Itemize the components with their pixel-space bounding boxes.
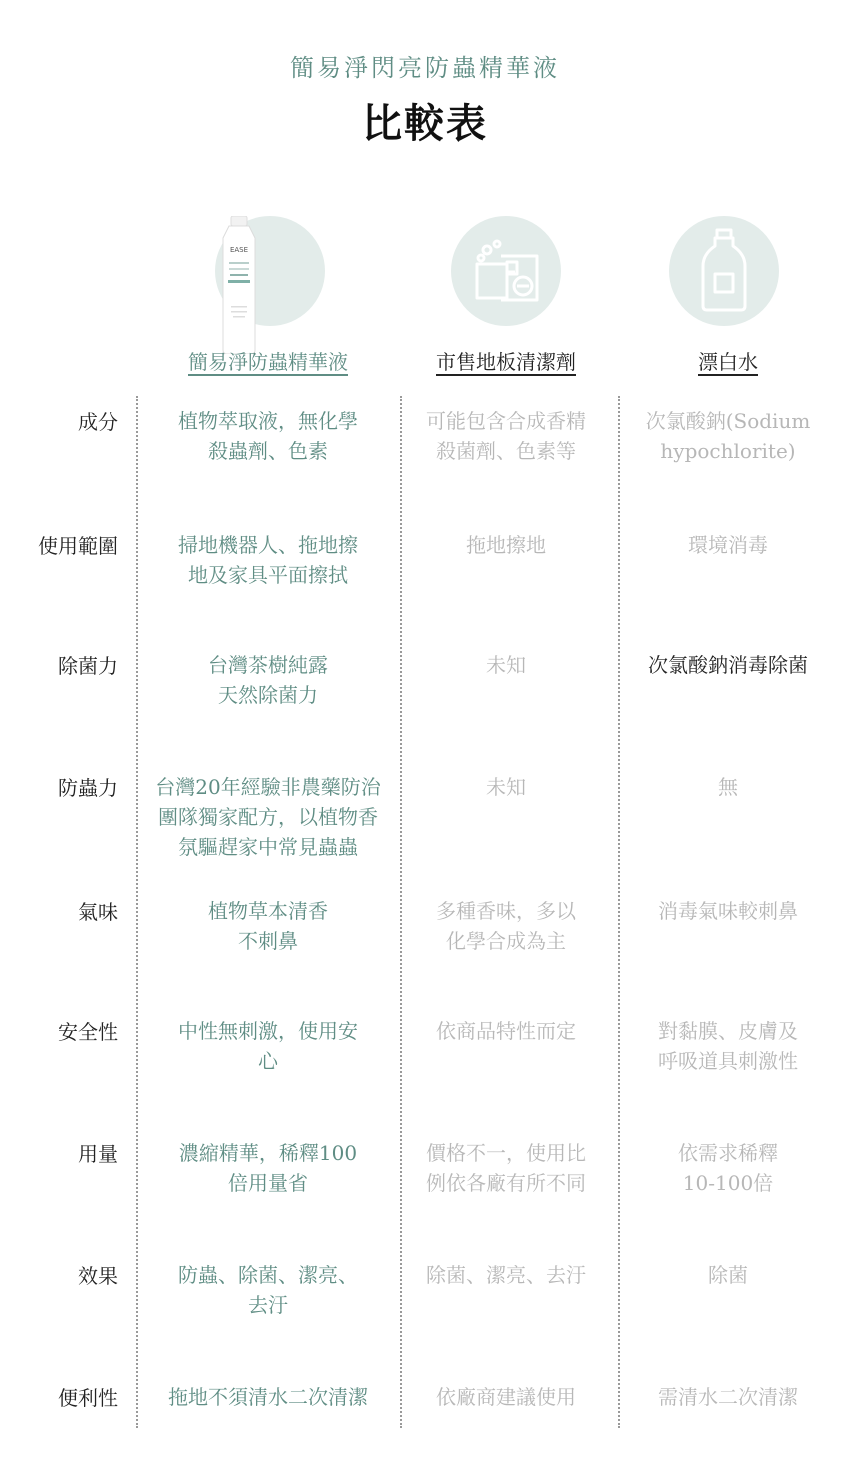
column-name-product: 簡易淨防蟲精華液 [188, 350, 348, 374]
cell-product: 拖地不須清水二次清潔 [168, 1385, 368, 1409]
cell-product: 台灣20年經驗非農藥防治 團隊獨家配方，以植物香 氛驅趕家中常見蟲蟲 [155, 775, 381, 859]
cell-product: 中性無刺激，使用安 心 [178, 1019, 358, 1073]
product-bottle-icon [215, 216, 263, 354]
cell-product: 台灣茶樹純露 天然除菌力 [208, 653, 328, 707]
cell-detergent: 多種香味，多以 化學合成為主 [436, 899, 576, 953]
cell-bleach: 除菌 [708, 1263, 748, 1287]
detergent-icon [451, 216, 561, 326]
column-header-detergent [396, 180, 616, 326]
cell-bleach: 次氯酸鈉消毒除菌 [648, 653, 808, 677]
column-header-bleach [614, 180, 834, 326]
product-circle [215, 216, 325, 326]
cell-product: 濃縮精華，稀釋100 倍用量省 [178, 1141, 358, 1195]
page-title: 比較表 [362, 100, 488, 147]
cell-detergent: 未知 [486, 653, 526, 677]
row-label: 用量 [78, 1142, 118, 1166]
row-label: 防蟲力 [58, 776, 118, 800]
cell-detergent: 價格不一，使用比 例依各廠有所不同 [426, 1141, 586, 1195]
cell-bleach: 需清水二次清潔 [658, 1385, 798, 1409]
row-label: 使用範圍 [38, 534, 118, 558]
cell-bleach: 消毒氣味較刺鼻 [658, 899, 798, 923]
cell-bleach: 無 [718, 775, 738, 799]
cell-product: 防蟲、除菌、潔亮、 去汙 [178, 1263, 358, 1317]
row-label: 成分 [78, 410, 118, 434]
cell-product: 掃地機器人、拖地擦 地及家具平面擦拭 [178, 533, 358, 587]
cell-product: 植物草本清香 不刺鼻 [208, 899, 328, 953]
bleach-bottle-icon [669, 216, 779, 326]
product-brand: EASE [229, 246, 249, 254]
row-label: 效果 [78, 1264, 118, 1288]
cell-detergent: 可能包含合成香精 殺菌劑、色素等 [426, 409, 586, 463]
column-header-product [160, 180, 380, 326]
cell-bleach: 依需求稀釋 10-100倍 [678, 1141, 778, 1195]
row-label: 便利性 [58, 1386, 118, 1410]
bleach-circle [669, 216, 779, 326]
page-subtitle: 簡易淨閃亮防蟲精華液 [290, 54, 560, 82]
cell-detergent: 依廠商建議使用 [436, 1385, 576, 1409]
cell-bleach: 環境消毒 [688, 533, 768, 557]
cell-bleach: 次氯酸鈉(Sodium hypochlorite) [645, 409, 811, 463]
cell-bleach: 對黏膜、皮膚及 呼吸道具刺激性 [658, 1019, 798, 1073]
cell-detergent: 除菌、潔亮、去汙 [426, 1263, 586, 1287]
row-label: 安全性 [58, 1020, 118, 1044]
detergent-circle [451, 216, 561, 326]
cell-detergent: 未知 [486, 775, 526, 799]
cell-detergent: 拖地擦地 [466, 533, 546, 557]
column-name-bleach: 漂白水 [698, 350, 758, 374]
cell-detergent: 依商品特性而定 [436, 1019, 576, 1043]
column-name-detergent: 市售地板清潔劑 [436, 350, 576, 374]
row-label: 除菌力 [58, 654, 118, 678]
divider-1 [136, 396, 138, 1428]
row-label: 氣味 [78, 900, 118, 924]
cell-product: 植物萃取液，無化學 殺蟲劑、色素 [178, 409, 358, 463]
